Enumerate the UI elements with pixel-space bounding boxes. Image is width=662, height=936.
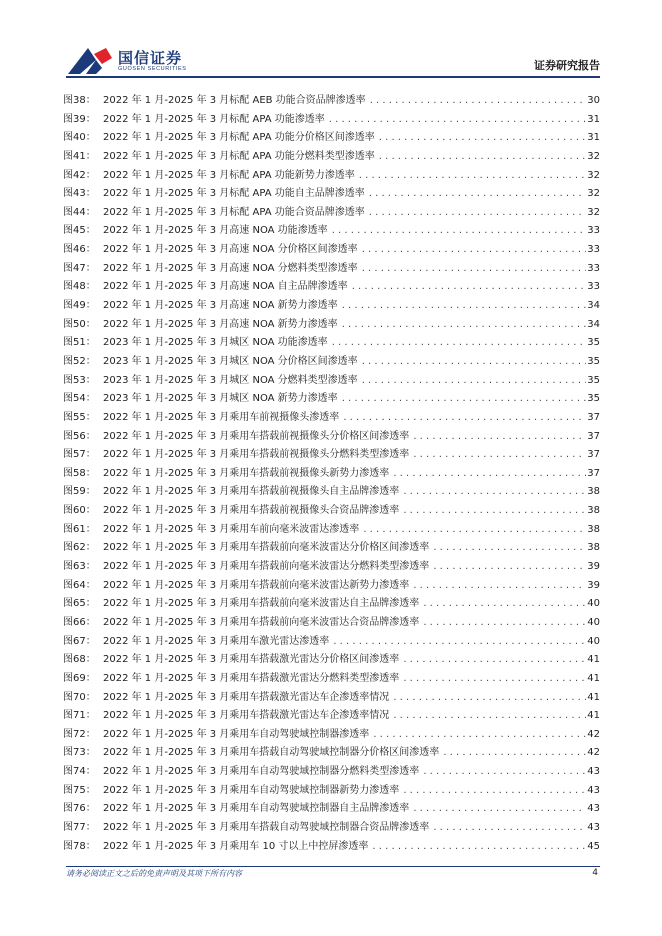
dot-leader <box>429 819 586 838</box>
toc-entry[interactable] <box>63 167 600 186</box>
figure-title: 2022 年 1 月-2025 年 3 月乘用车搭载前视摄像头自主品牌渗透率 <box>103 486 400 498</box>
figure-number: 图66： <box>63 616 96 628</box>
figure-page-number: 41 <box>587 672 600 684</box>
toc-entry[interactable] <box>63 185 600 204</box>
toc-entry[interactable] <box>63 316 600 335</box>
dot-leader <box>338 297 586 316</box>
toc-entry[interactable] <box>63 148 600 167</box>
dot-leader <box>399 502 586 521</box>
figure-number: 图74： <box>63 766 96 778</box>
toc-entry[interactable] <box>63 297 600 316</box>
figure-number: 图73： <box>63 747 96 759</box>
figure-title: 2022 年 1 月-2025 年 3 月高速 NOA 新势力渗透率 <box>103 318 338 330</box>
figure-page-number: 38 <box>587 505 600 517</box>
toc-entry[interactable] <box>63 446 600 465</box>
figure-title: 2022 年 1 月-2025 年 3 月标配 APA 功能渗透率 <box>103 113 325 125</box>
dot-leader <box>359 521 586 540</box>
figure-page-number: 40 <box>587 635 600 647</box>
dot-leader <box>429 539 586 558</box>
figure-title: 2022 年 1 月-2025 年 3 月乘用车前向毫米波雷达渗透率 <box>103 523 360 535</box>
toc-entry[interactable] <box>63 502 600 521</box>
figure-page-number: 37 <box>587 449 600 461</box>
dot-leader <box>375 129 586 148</box>
toc-entry[interactable] <box>63 428 600 447</box>
dot-leader <box>358 353 586 372</box>
toc-entry[interactable] <box>63 260 600 279</box>
dot-leader <box>419 763 586 782</box>
dot-leader <box>329 633 586 652</box>
dot-leader <box>365 185 586 204</box>
figure-number: 图70： <box>63 691 96 703</box>
toc-entry[interactable] <box>63 800 600 819</box>
page-header <box>0 0 662 82</box>
footer-divider <box>66 866 600 867</box>
dot-leader <box>419 595 586 614</box>
toc-entry[interactable] <box>63 372 600 391</box>
dot-leader <box>409 428 586 447</box>
dot-leader <box>358 260 586 279</box>
toc-entry[interactable] <box>63 838 600 857</box>
figure-number: 图59： <box>63 486 96 498</box>
figure-title: 2022 年 1 月-2025 年 3 月乘用车搭载自动驾驶域控制器分价格区间渗透率 <box>103 747 440 759</box>
figure-title: 2022 年 1 月-2025 年 3 月乘用车搭载前视摄像头分燃料类型渗透率 <box>103 449 410 461</box>
dot-leader <box>399 670 586 689</box>
dot-leader <box>358 241 586 260</box>
figure-number: 图67： <box>63 635 96 647</box>
toc-entry[interactable] <box>63 521 600 540</box>
figure-page-number: 45 <box>587 840 600 852</box>
toc-entry[interactable] <box>63 92 600 111</box>
dot-leader <box>369 726 586 745</box>
dot-leader <box>328 334 586 353</box>
toc-entry[interactable] <box>63 782 600 801</box>
figure-number: 图75： <box>63 784 96 796</box>
figure-number: 图78： <box>63 840 96 852</box>
page-number: 4 <box>592 868 598 878</box>
figure-number: 图41： <box>63 150 96 162</box>
figure-number: 图39： <box>63 113 96 125</box>
toc-entry[interactable] <box>63 483 600 502</box>
dot-leader <box>365 204 586 223</box>
figure-page-number: 37 <box>587 467 600 479</box>
figure-title: 2022 年 1 月-2025 年 3 月乘用车 10 寸以上中控屏渗透率 <box>103 840 369 852</box>
figure-page-number: 33 <box>587 281 600 293</box>
figure-number: 图44： <box>63 206 96 218</box>
figure-page-number: 34 <box>587 300 600 312</box>
figure-number: 图69： <box>63 672 96 684</box>
toc-entry[interactable] <box>63 707 600 726</box>
figure-number: 图47： <box>63 262 96 274</box>
toc-entry[interactable] <box>63 651 600 670</box>
figure-number: 图60： <box>63 505 96 517</box>
figure-number: 图52： <box>63 355 96 367</box>
toc-entry[interactable] <box>63 409 600 428</box>
toc-entry[interactable] <box>63 222 600 241</box>
figure-page-number: 38 <box>587 486 600 498</box>
company-logo <box>66 44 186 76</box>
header-divider <box>66 76 600 78</box>
figure-title: 2023 年 1 月-2025 年 3 月城区 NOA 新势力渗透率 <box>103 393 338 405</box>
figure-page-number: 37 <box>587 411 600 423</box>
dot-leader <box>409 577 586 596</box>
figure-number: 图51： <box>63 337 96 349</box>
dot-leader <box>375 148 586 167</box>
figure-number: 图62： <box>63 542 96 554</box>
figure-page-number: 41 <box>587 691 600 703</box>
figure-number: 图76： <box>63 803 96 815</box>
figure-number: 图38： <box>63 95 96 106</box>
figure-title: 2023 年 1 月-2025 年 3 月城区 NOA 分价格区间渗透率 <box>103 355 358 367</box>
dot-leader <box>338 316 586 335</box>
toc-entry[interactable] <box>63 241 600 260</box>
figure-title: 2022 年 1 月-2025 年 3 月乘用车搭载自动驾驶域控制器合资品牌渗透率 <box>103 821 430 833</box>
report-type-label: 证券研究报告 <box>534 59 600 72</box>
toc-entry[interactable] <box>63 353 600 372</box>
dot-leader <box>409 446 586 465</box>
toc-entry[interactable] <box>63 614 600 633</box>
figure-title: 2023 年 1 月-2025 年 3 月城区 NOA 功能渗透率 <box>103 337 328 349</box>
dot-leader <box>399 651 586 670</box>
dot-leader <box>429 558 586 577</box>
figure-title: 2022 年 1 月-2025 年 3 月乘用车搭载前向毫米波雷达分燃料类型渗透率 <box>103 561 430 573</box>
toc-entry[interactable] <box>63 539 600 558</box>
figure-page-number: 35 <box>587 393 600 405</box>
figure-title: 2022 年 1 月-2025 年 3 月乘用车自动驾驶域控制器渗透率 <box>103 728 370 740</box>
figure-number: 图42： <box>63 169 96 181</box>
figure-page-number: 35 <box>587 355 600 367</box>
toc-entry[interactable] <box>63 819 600 838</box>
dot-leader <box>366 92 586 111</box>
dot-leader <box>325 111 586 130</box>
toc-entry[interactable] <box>63 129 600 148</box>
toc-entry[interactable] <box>63 334 600 353</box>
figure-page-number: 37 <box>587 430 600 442</box>
toc-entry[interactable] <box>63 670 600 689</box>
figure-page-number: 43 <box>587 821 600 833</box>
figure-page-number: 32 <box>587 206 600 218</box>
figure-title: 2022 年 1 月-2025 年 3 月乘用车搭载前视摄像头新势力渗透率 <box>103 467 390 479</box>
figure-page-number: 38 <box>587 523 600 535</box>
figure-page-number: 30 <box>587 95 600 106</box>
dot-leader <box>328 222 586 241</box>
figure-page-number: 35 <box>587 337 600 349</box>
figure-title: 2022 年 1 月-2025 年 3 月乘用车自动驾驶域控制器新势力渗透率 <box>103 784 400 796</box>
figure-number: 图46： <box>63 244 96 256</box>
toc-entry[interactable] <box>63 633 600 652</box>
figure-page-number: 33 <box>587 225 600 237</box>
logo-mark-icon <box>66 44 114 76</box>
figure-title: 2022 年 1 月-2025 年 3 月乘用车前视摄像头渗透率 <box>103 411 340 423</box>
figure-page-number: 32 <box>587 188 600 200</box>
figure-page-number: 43 <box>587 803 600 815</box>
figure-page-number: 43 <box>587 766 600 778</box>
figure-number: 图56： <box>63 430 96 442</box>
figure-page-number: 31 <box>587 132 600 144</box>
figure-title: 2022 年 1 月-2025 年 3 月乘用车搭载前向毫米波雷达合资品牌渗透率 <box>103 616 420 628</box>
dot-leader <box>389 689 586 708</box>
figure-page-number: 40 <box>587 598 600 610</box>
figure-number: 图49： <box>63 300 96 312</box>
figure-number: 图54： <box>63 393 96 405</box>
figure-page-number: 41 <box>587 710 600 722</box>
figure-title: 2022 年 1 月-2025 年 3 月标配 APA 功能合资品牌渗透率 <box>103 206 365 218</box>
figure-title: 2022 年 1 月-2025 年 3 月乘用车搭载激光雷达车企渗透率情况 <box>103 710 390 722</box>
dot-leader <box>389 465 586 484</box>
figure-number: 图53： <box>63 374 96 386</box>
figure-title: 2022 年 1 月-2025 年 3 月标配 APA 功能分燃料类型渗透率 <box>103 150 375 162</box>
dot-leader <box>355 167 586 186</box>
figure-page-number: 35 <box>587 374 600 386</box>
figure-number: 图50： <box>63 318 96 330</box>
figure-title: 2022 年 1 月-2025 年 3 月高速 NOA 自主品牌渗透率 <box>103 281 348 293</box>
figure-title: 2022 年 1 月-2025 年 3 月高速 NOA 分燃料类型渗透率 <box>103 262 358 274</box>
figure-page-number: 42 <box>587 728 600 740</box>
figure-title: 2022 年 1 月-2025 年 3 月高速 NOA 新势力渗透率 <box>103 300 338 312</box>
figure-title: 2022 年 1 月-2025 年 3 月乘用车自动驾驶域控制器自主品牌渗透率 <box>103 803 410 815</box>
figure-number: 图61： <box>63 523 96 535</box>
figure-page-number: 33 <box>587 262 600 274</box>
logo-name-cn: 国信证券 <box>118 49 183 67</box>
dot-leader <box>439 744 586 763</box>
figure-page-number: 41 <box>587 654 600 666</box>
figure-number: 图65： <box>63 598 96 610</box>
toc-entry[interactable] <box>63 390 600 409</box>
figure-number: 图63： <box>63 561 96 573</box>
toc-entry[interactable] <box>63 558 600 577</box>
figure-page-number: 32 <box>587 150 600 162</box>
dot-leader <box>348 278 586 297</box>
logo-name-en: GUOSEN SECURITIES <box>118 66 187 72</box>
toc-entry[interactable] <box>63 689 600 708</box>
dot-leader <box>419 614 586 633</box>
figure-title: 2022 年 1 月-2025 年 3 月标配 AEB 功能合资品牌渗透率 <box>103 95 366 106</box>
dot-leader <box>368 838 586 857</box>
figure-title: 2022 年 1 月-2025 年 3 月高速 NOA 功能渗透率 <box>103 225 328 237</box>
figure-page-number: 38 <box>587 542 600 554</box>
figure-number: 图68： <box>63 654 96 666</box>
figure-page-number: 39 <box>587 561 600 573</box>
figure-number: 图45： <box>63 225 96 237</box>
toc-entry[interactable] <box>63 204 600 223</box>
figure-page-number: 40 <box>587 616 600 628</box>
figure-title: 2022 年 1 月-2025 年 3 月乘用车搭载前向毫米波雷达新势力渗透率 <box>103 579 410 591</box>
dot-leader <box>338 390 586 409</box>
toc-entry[interactable] <box>63 595 600 614</box>
dot-leader <box>339 409 586 428</box>
figure-page-number: 43 <box>587 784 600 796</box>
figure-title: 2022 年 1 月-2025 年 3 月乘用车激光雷达渗透率 <box>103 635 330 647</box>
toc-entry[interactable] <box>63 111 600 130</box>
figure-page-number: 33 <box>587 244 600 256</box>
figure-number: 图43： <box>63 188 96 200</box>
figure-page-number: 34 <box>587 318 600 330</box>
figure-title: 2022 年 1 月-2025 年 3 月乘用车搭载前视摄像头分价格区间渗透率 <box>103 430 410 442</box>
figure-title: 2022 年 1 月-2025 年 3 月乘用车搭载激光雷达分价格区间渗透率 <box>103 654 400 666</box>
dot-leader <box>409 800 586 819</box>
figure-number: 图77： <box>63 821 96 833</box>
figure-title: 2022 年 1 月-2025 年 3 月乘用车搭载前向毫米波雷达自主品牌渗透率 <box>103 598 420 610</box>
figure-number: 图64： <box>63 579 96 591</box>
dot-leader <box>399 483 586 502</box>
toc-entry[interactable] <box>63 278 600 297</box>
figure-page-number: 42 <box>587 747 600 759</box>
toc-entry[interactable] <box>63 744 600 763</box>
figure-title: 2022 年 1 月-2025 年 3 月标配 APA 功能自主品牌渗透率 <box>103 188 365 200</box>
toc-entry[interactable] <box>63 577 600 596</box>
figure-title: 2022 年 1 月-2025 年 3 月乘用车搭载前向毫米波雷达分价格区间渗透率 <box>103 542 430 554</box>
figure-number: 图48： <box>63 281 96 293</box>
figure-title: 2022 年 1 月-2025 年 3 月乘用车自动驾驶域控制器分燃料类型渗透率 <box>103 766 420 778</box>
figure-number: 图71： <box>63 710 96 722</box>
figure-title: 2022 年 1 月-2025 年 3 月标配 APA 功能分价格区间渗透率 <box>103 132 375 144</box>
figure-number: 图55： <box>63 411 96 423</box>
figure-number: 图40： <box>63 132 96 144</box>
dot-leader <box>389 707 586 726</box>
figure-title: 2022 年 1 月-2025 年 3 月乘用车搭载激光雷达车企渗透率情况 <box>103 691 390 703</box>
figure-title: 2022 年 1 月-2025 年 3 月高速 NOA 分价格区间渗透率 <box>103 244 358 256</box>
figure-page-number: 32 <box>587 169 600 181</box>
toc-entry[interactable] <box>63 763 600 782</box>
dot-leader <box>358 372 586 391</box>
figure-title: 2023 年 1 月-2025 年 3 月城区 NOA 分燃料类型渗透率 <box>103 374 358 386</box>
disclaimer-note: 请务必阅读正文之后的免责声明及其项下所有内容 <box>66 869 242 878</box>
toc-entry[interactable] <box>63 465 600 484</box>
figure-page-number: 31 <box>587 113 600 125</box>
toc-entry[interactable] <box>63 726 600 745</box>
dot-leader <box>399 782 586 801</box>
figure-number: 图72： <box>63 728 96 740</box>
figure-page-number: 39 <box>587 579 600 591</box>
figure-title: 2022 年 1 月-2025 年 3 月乘用车搭载激光雷达分燃料类型渗透率 <box>103 672 400 684</box>
figure-number: 图57： <box>63 449 96 461</box>
figure-number: 图58： <box>63 467 96 479</box>
figure-title: 2022 年 1 月-2025 年 3 月乘用车搭载前视摄像头合资品牌渗透率 <box>103 505 400 517</box>
figure-title: 2022 年 1 月-2025 年 3 月标配 APA 功能新势力渗透率 <box>103 169 355 181</box>
figure-list <box>63 92 600 856</box>
